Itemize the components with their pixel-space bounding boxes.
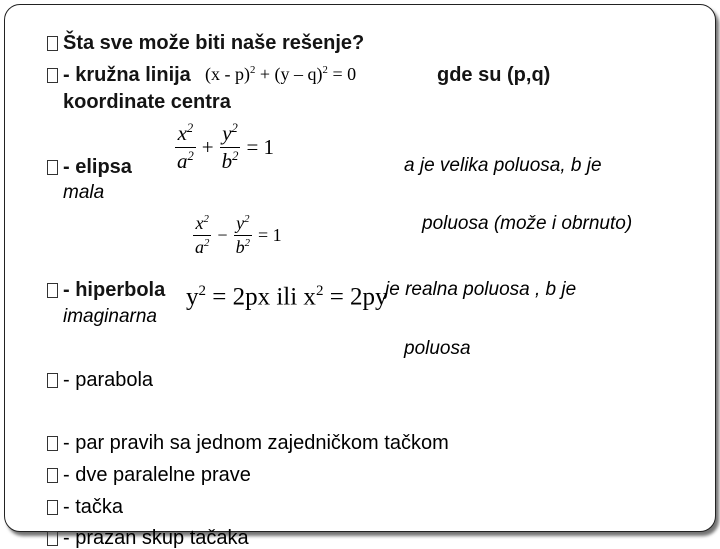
circle-formula-exp: 2 [249,64,256,76]
ellipse-rhs: = 1 [246,135,275,159]
bullet-box-icon [47,68,58,83]
circle-line [47,65,191,85]
circle-label: - kružna linija [63,64,191,86]
ellipse-y-num: y [222,121,232,145]
hyperbola-line [47,280,165,300]
ellipse-line [47,157,132,177]
empty-set-label: - prazan skup tačaka [63,527,249,549]
parabola-formula [186,283,388,311]
bullet-box-icon [47,283,58,298]
hyperbola-label: - hiperbola [63,279,166,301]
intersecting-lines-label: - par pravih sa jednom zajedničkom tačkom [63,432,449,454]
hyperbola-exp: 2 [244,237,250,249]
circle-formula-exp: 2 [322,64,328,76]
parabola-label: - parabola [63,369,154,391]
ellipse-formula [175,121,280,174]
ellipse-note: a je velika poluosa, b je [404,155,602,176]
ellipse-op: + [201,135,214,159]
bullet-box-icon [47,531,58,546]
parallel-lines-line [47,465,251,485]
bullet-box-icon [47,468,58,483]
hyperbola-x-den: a [195,237,204,257]
ellipse-exp: 2 [187,149,194,163]
bullet-box-icon [47,160,58,175]
ellipse-exp: 2 [231,121,238,135]
parallel-lines-label: - dve paralelne prave [63,464,251,486]
ellipse-x-num: x [177,121,187,145]
hyperbola-rhs: = 1 [257,225,282,245]
hyperbola-x-num: x [195,213,204,233]
ellipse-x-den: a [177,149,188,173]
bullet-box-icon [47,373,58,388]
hyperbola-x-fraction [193,213,211,258]
parabola-formula-exp: 2 [198,283,206,299]
empty-set-line [47,528,249,548]
hyperbola-y-fraction [234,213,252,258]
hyperbola-y-den: b [235,237,245,257]
ellipse-exp: 2 [232,149,239,163]
parabola-formula-y: y [186,283,199,311]
hyperbola-note-cont: imaginarna [63,306,157,327]
circle-note: gde su (p,q) [437,64,551,86]
hyperbola-formula [193,213,288,258]
circle-formula-term-x: (x - p) [205,64,250,84]
circle-formula [205,64,356,85]
hyperbola-op: − [217,225,228,245]
parabola-formula-exp: 2 [315,283,324,299]
hyperbola-exp: 2 [204,237,210,249]
question-text: Šta sve može biti naše rešenje? [63,32,365,54]
circle-formula-term-y: + (y – q) [259,64,323,84]
parabola-formula-mid: = 2px ili x [212,283,316,311]
ellipse-label: - elipsa [63,156,132,178]
ellipse-y-fraction [220,121,241,174]
hyperbola-note-cont2: poluosa [404,338,471,359]
point-line [47,497,123,517]
point-label: - tačka [63,496,124,518]
bullet-box-icon [47,500,58,515]
ellipse-note-cont: mala [63,182,105,203]
ellipse-exp: 2 [186,121,194,135]
parabola-line [47,370,153,390]
ellipse-y-den: b [221,149,233,173]
hyperbola-note: je realna poluosa , b je [385,279,577,300]
intersecting-lines-line [47,433,449,453]
ellipse-x-fraction [175,121,196,174]
hyperbola-exp: 2 [244,213,250,225]
hyperbola-exp: 2 [203,213,209,225]
parabola-formula-rhs: = 2py [329,283,388,311]
bullet-box-icon [47,436,58,451]
ellipse-note-cont2: poluosa (može i obrnuto) [422,213,633,234]
bullet-box-icon [47,36,58,51]
circle-formula-rhs: = 0 [332,64,357,84]
circle-note-cont: koordinate centra [63,91,231,113]
question-line [47,33,364,53]
hyperbola-y-num: y [236,213,245,233]
